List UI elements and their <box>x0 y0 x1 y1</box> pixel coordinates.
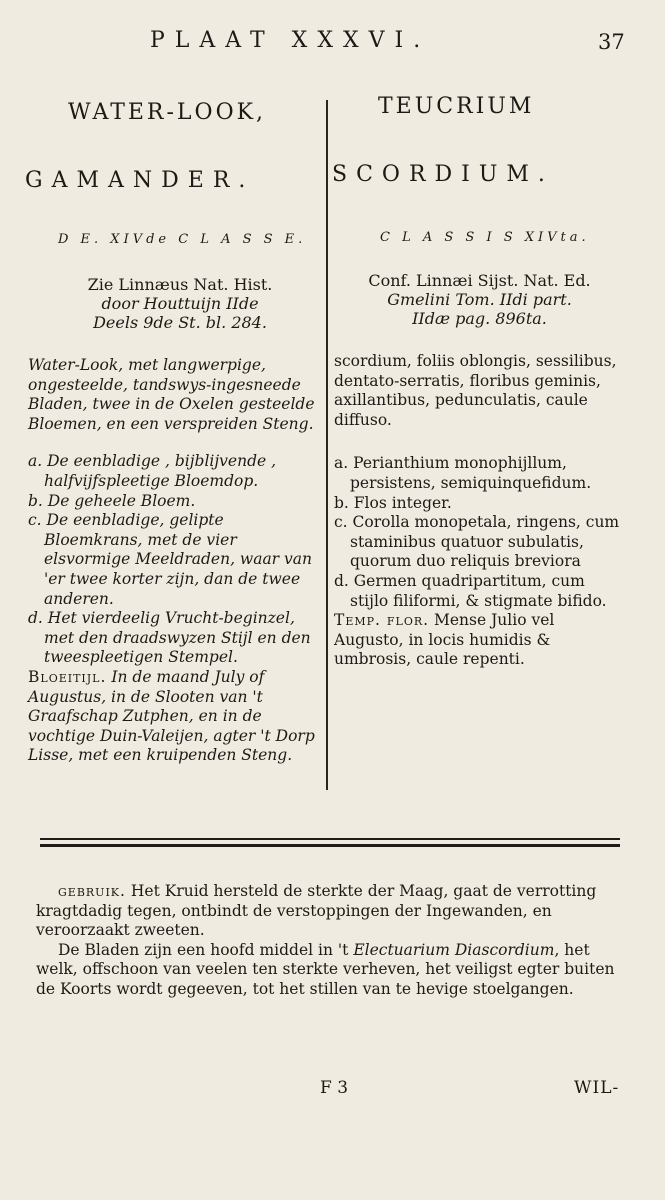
left-reference-line: Deels 9de St. bl. 284. <box>93 313 267 332</box>
leaves-paragraph <box>36 941 628 1000</box>
item-text: Germen quadripartitum, cum stijlo filiformi, & stigmate bifido. <box>350 571 607 610</box>
item-key: b. <box>28 491 43 510</box>
item-key: c. <box>28 511 42 530</box>
flowering-text: In de maand July of Augustus, in de Slooten van 't Graafschap Zutphen, en in de vochtige Duin-Valeijen, agter 't Dorp Lisse, met een kruipenden Steng. <box>28 667 315 765</box>
usage-block <box>36 882 628 1000</box>
right-item-b <box>334 494 628 514</box>
item-key: d. <box>334 571 349 590</box>
left-reference <box>40 275 320 332</box>
item-text: Het vierdeelig Vrucht-beginzel, met den draadswyzen Stijl en den tweespleetigen Stempel. <box>44 609 311 667</box>
item-text: De geheele Bloem. <box>47 491 196 510</box>
right-item-a <box>334 454 628 493</box>
usage-text: Het Kruid hersteld de sterkte der Maag, gaat de verrotting kragtdadig tegen, ontbindt de verstoppingen der Ingewanden, en veroorzaakt zweeten. <box>36 882 597 940</box>
leaves-text-end: , het welk, offschoon van veelen ten sterkte verheven, het veiligst egter buiten de Koorts wordt gegeeven, tot het stillen van te hevige stoelgangen. <box>36 940 615 998</box>
right-item-d <box>334 572 628 611</box>
item-text: De eenbladige , bijblijvende , halfvijfspleetige Bloemdop. <box>44 452 277 490</box>
item-text: Perianthium monophijllum, persistens, semiquinquefidum. <box>350 454 592 492</box>
left-item-a <box>28 452 322 491</box>
column-divider <box>326 100 328 790</box>
flowering-label: Temp. flor. <box>334 611 430 630</box>
leaves-text-italic: Electuarium Diascordium <box>353 940 555 959</box>
right-reference-line: Conf. Linnæi Sijst. Nat. Ed. <box>368 271 591 290</box>
right-reference <box>332 271 627 328</box>
left-classe: D E. XIVde C L A S S E. <box>58 232 307 247</box>
left-item-b <box>28 492 322 512</box>
item-key: b. <box>334 493 349 512</box>
item-key: c. <box>334 513 348 532</box>
right-classe: C L A S S I S XIVta. <box>380 230 590 245</box>
left-title-line1: WATER-LOOK, <box>68 100 267 125</box>
item-text: De eenbladige, gelipte Bloemkrans, met de vier elsvormige Meeldraden, waar van 'er twee korter zijn, dan de twee anderen. <box>44 511 313 608</box>
right-flowering <box>334 611 628 670</box>
left-item-d <box>28 609 322 668</box>
catchword: WIL- <box>574 1078 620 1098</box>
right-reference-line: Gmelini Tom. IIdi part. <box>387 290 572 309</box>
flowering-text: Mense Julio vel Augusto, in locis humidis & umbrosis, caule repenti. <box>334 611 555 669</box>
right-item-c <box>334 513 628 572</box>
flowering-label: Bloeitijl. <box>28 667 107 686</box>
left-description: Water-Look, met langwerpige, ongesteelde, tandswys-ingesneede Bladen, twee in de Oxelen gesteelde Bloemen, en een verspreiden Steng. <box>28 356 315 433</box>
left-title-line2: GAMANDER. <box>25 168 255 193</box>
left-reference-line: door Houttuijn IIde <box>101 294 259 313</box>
right-reference-line: IIdæ pag. 896ta. <box>412 309 547 328</box>
left-flowering <box>28 668 322 766</box>
right-title-line1: TEUCRIUM <box>378 94 535 119</box>
usage-paragraph <box>36 882 628 941</box>
page-number: 37 <box>598 30 625 54</box>
left-item-c <box>28 511 322 609</box>
item-key: d. <box>28 609 43 628</box>
right-title-line2: SCORDIUM. <box>332 162 554 187</box>
left-description-block <box>28 356 322 766</box>
right-description: scordium, foliis oblongis, sessilibus, dentato-serratis, floribus geminis, axillantibus, pedunculatis, caule diffuso. <box>334 352 617 429</box>
usage-label: gebruik. <box>58 882 126 900</box>
item-text: Corolla monopetala, ringens, cum staminibus quatuor subulatis, quorum duo reliquis breviora <box>350 513 620 571</box>
rule-thick <box>40 844 620 847</box>
item-key: a. <box>334 454 349 473</box>
item-key: a. <box>28 452 43 471</box>
rule-thin <box>40 838 620 840</box>
leaves-text-start: De Bladen zijn een hoofd middel in 't <box>58 940 349 959</box>
right-description-block <box>334 352 628 670</box>
item-text: Flos integer. <box>353 493 452 512</box>
signature-mark: F 3 <box>320 1078 349 1098</box>
plate-heading: PLAAT XXXVI. <box>150 28 431 53</box>
left-reference-line: Zie Linnæus Nat. Hist. <box>87 275 273 294</box>
